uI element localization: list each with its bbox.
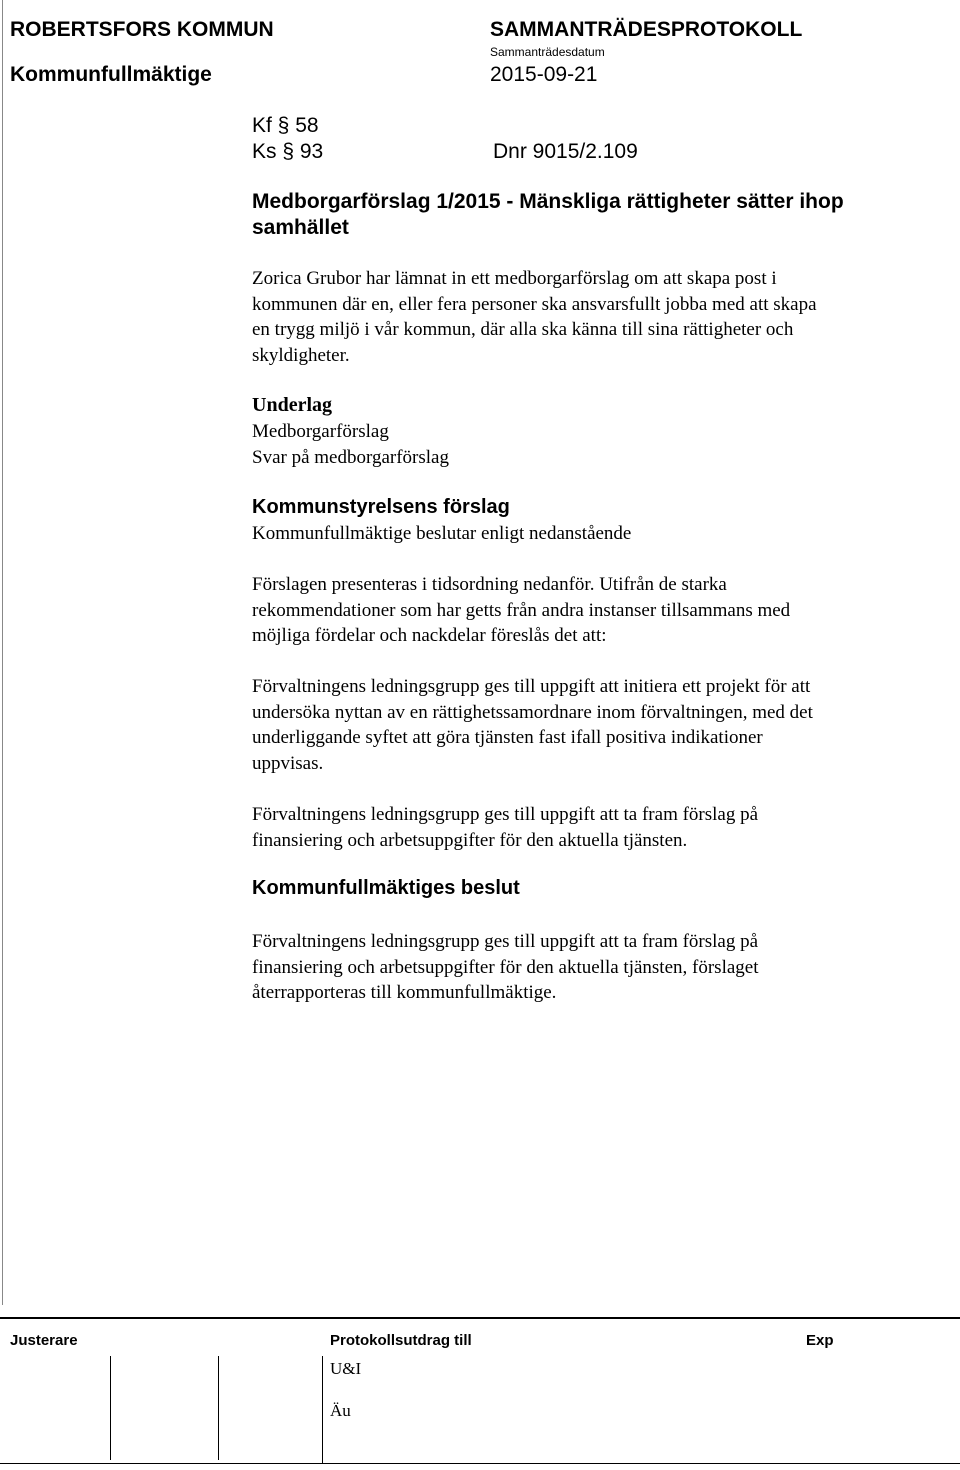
- recipient-item: Äu: [330, 1401, 351, 1420]
- kf-paragraph-ref: Kf § 58: [252, 114, 319, 137]
- intro-line: skyldigheter.: [252, 344, 350, 366]
- paragraph-line: rekommendationer som har getts från andra instanser tillsammans med: [252, 599, 791, 621]
- document-type: SAMMANTRÄDESPROTOKOLL: [490, 18, 803, 41]
- intro-line: Zorica Grubor har lämnat in ett medborgarförslag om att skapa post i: [252, 268, 777, 289]
- ks-proposal-heading: Kommunstyrelsens förslag: [252, 496, 510, 518]
- decision-heading: Kommunfullmäktiges beslut: [252, 877, 520, 899]
- meeting-date: 2015-09-21: [490, 63, 598, 86]
- paragraph-line: Förslagen presenteras i tidsordning nedanför. Utifrån de starka: [252, 574, 727, 595]
- intro-paragraph: [252, 266, 942, 368]
- signature-box-divider: [110, 1356, 111, 1460]
- extract-recipients-label: Protokollsutdrag till: [330, 1332, 472, 1349]
- signature-box-divider: [218, 1356, 219, 1460]
- underlag-list: [252, 419, 942, 470]
- underlag-item: Svar på medborgarförslag: [252, 446, 449, 468]
- paragraph-line: möjliga fördelar och nackdelar föreslås det att:: [252, 625, 607, 646]
- ks-proposal-text: Kommunfullmäktige beslutar enligt nedanstående: [252, 523, 632, 544]
- ks-proposal-paragraph-2: [252, 674, 942, 776]
- ks-paragraph-ref: Ks § 93: [252, 140, 324, 163]
- decision-line: återrapporteras till kommunfullmäktige.: [252, 982, 557, 1003]
- left-margin-rule: [2, 0, 3, 1305]
- diary-number: Dnr 9015/2.109: [493, 140, 638, 163]
- paragraph-line: finansiering och arbetsuppgifter för den aktuella tjänsten.: [252, 829, 688, 851]
- decision-paragraph: [252, 929, 942, 1006]
- ks-proposal-paragraph-3: [252, 802, 942, 853]
- organization-name: ROBERTSFORS KOMMUN: [10, 18, 274, 41]
- paragraph-line: Förvaltningens ledningsgrupp ges till uppgift att initiera ett projekt för att: [252, 676, 811, 697]
- assembly-name: Kommunfullmäktige: [10, 63, 212, 86]
- decision-line: finansiering och arbetsuppgifter för den aktuella tjänsten, förslaget: [252, 956, 759, 978]
- item-title-line: Medborgarförslag 1/2015 - Mänskliga rättigheter sätter ihop: [252, 190, 844, 213]
- intro-line: kommunen där en, eller fera personer ska ansvarsfullt jobba med att skapa: [252, 293, 817, 315]
- ks-proposal-paragraph-1: [252, 572, 942, 649]
- decision-line: Förvaltningens ledningsgrupp ges till uppgift att ta fram förslag på: [252, 931, 759, 952]
- intro-line: en trygg miljö i vår kommun, där alla ska känna till sina rättigheter och: [252, 319, 794, 340]
- footer-top-rule: [0, 1317, 960, 1319]
- justerare-label: Justerare: [10, 1332, 78, 1349]
- item-title-line: samhället: [252, 216, 349, 239]
- item-title: [252, 189, 942, 241]
- underlag-item: Medborgarförslag: [252, 421, 389, 442]
- paragraph-line: undersöka nyttan av en rättighetssamordnare inom förvaltningen, med det: [252, 701, 813, 723]
- recipient-item: U&I: [330, 1359, 362, 1378]
- paragraph-line: Förvaltningens ledningsgrupp ges till uppgift att ta fram förslag på: [252, 804, 759, 825]
- paragraph-line: underliggande syftet att göra tjänsten fast ifall positiva indikationer: [252, 727, 763, 748]
- footer-column-divider: [322, 1356, 323, 1464]
- footer-bottom-rule: [0, 1463, 960, 1464]
- underlag-heading: Underlag: [252, 394, 332, 416]
- paragraph-line: uppvisas.: [252, 752, 324, 774]
- meeting-date-label: Sammanträdesdatum: [490, 45, 605, 59]
- exp-label: Exp: [806, 1332, 834, 1349]
